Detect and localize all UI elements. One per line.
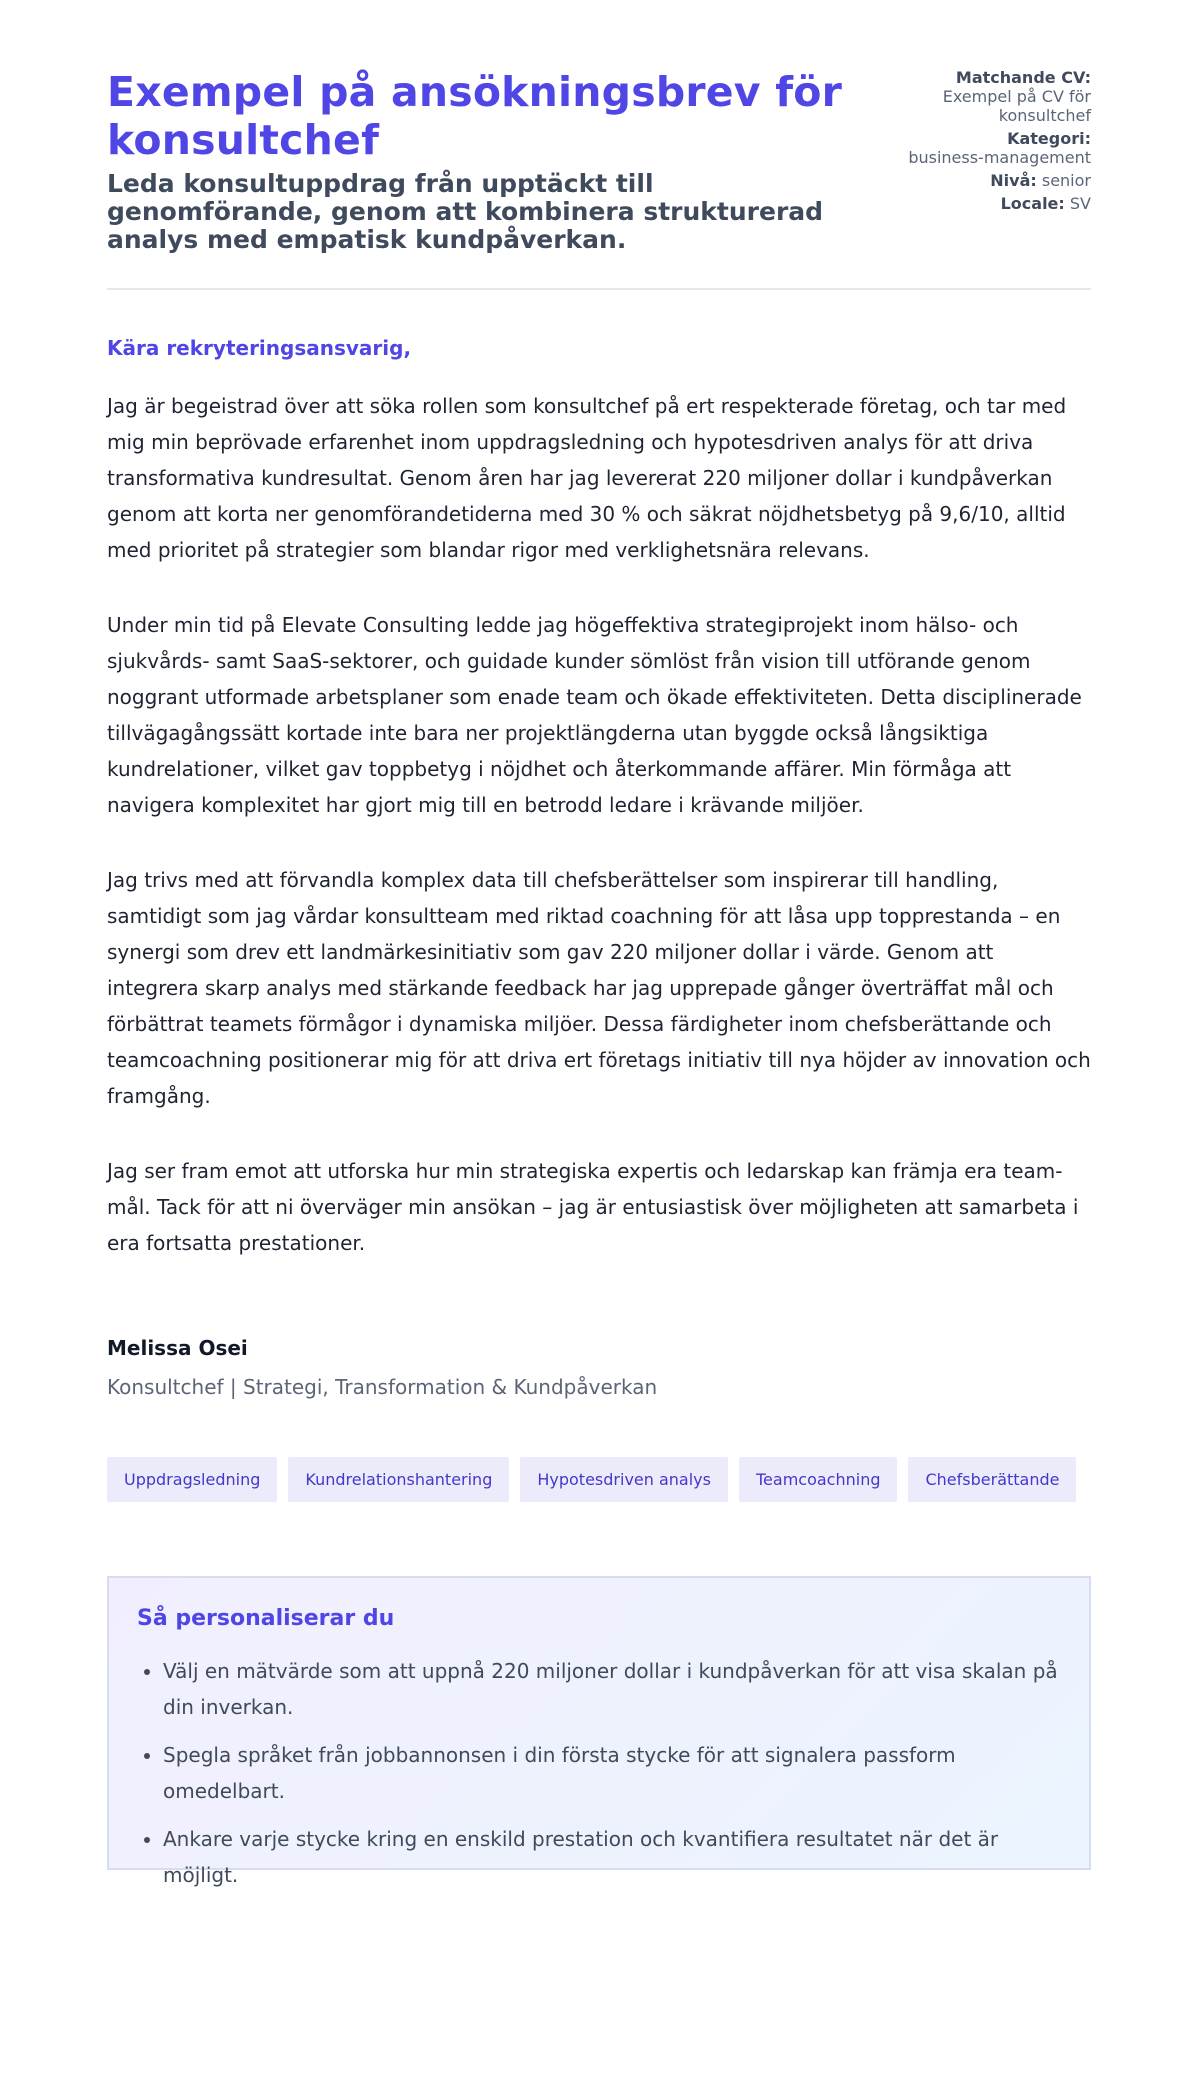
- page-header: [107, 68, 1091, 290]
- letter-paragraph-2: Under min tid på Elevate Consulting ledde jag högeffektiva strategiprojekt inom hälso- och sjukvårds- samt SaaS-sektorer, och guidade kunder sömlöst från vision till utförande genom noggrant utformade arbetsplaner som enade team och ökade effektiviteten. Detta disciplinerade tillvägagångssätt kortade inte bara ner projektlängderna utan byggde också långsiktiga kundrelationer, vilket gav toppbetyg i nöjdhet och återkommande affärer. Min förmåga att navigera komplexitet har gjort mig till en betrodd ledare i krävande miljöer.: [107, 613, 1082, 817]
- skill-tags: [107, 1457, 1091, 1502]
- header-titles: [107, 68, 867, 254]
- tips-title: Så personaliserar du: [137, 1606, 395, 1631]
- tip-item: • Välj en mätvärde som att uppnå 220 miljoner dollar i kundpåverkan för att visa skalan på din inverkan.: [163, 1653, 1059, 1725]
- skill-tag[interactable]: Chefsberättande: [908, 1457, 1076, 1502]
- letter-paragraph-1: Jag är begeistrad över att söka rollen som konsultchef på ert respekterade företag, och tar med mig min beprövade erfarenhet inom uppdragsledning och hypotesdriven analys för att driva transformativa kundresultat. Genom åren har jag levererat 220 miljoner dollar i kundpåverkan genom att korta ner genomförandetiderna med 30 % och säkrat nöjdhetsbetyg på 9,6/10, alltid med prioritet på strategier som blandar rigor med verklighetsnära relevans.: [107, 394, 1067, 562]
- meta-cv-value[interactable]: Exempel på CV för konsultchef: [942, 87, 1091, 125]
- page-subtitle: Leda konsultuppdrag från upptäckt till genomförande, genom att kombinera strukturerad analys med empatisk kundpåverkan.: [107, 169, 824, 254]
- signature-block: [107, 1336, 1091, 1399]
- meta-level: [891, 171, 1091, 190]
- signature-title: Konsultchef | Strategi, Transformation & Kundpåverkan: [107, 1375, 658, 1399]
- signature-name: Melissa Osei: [107, 1336, 248, 1360]
- tips-list: [137, 1653, 1059, 1893]
- letter-body: [107, 336, 1091, 1261]
- meta-level-value: senior: [1041, 171, 1091, 190]
- meta-category: [891, 129, 1091, 167]
- cover-letter-page: [107, 0, 1091, 1887]
- page-title: Exempel på ansökningsbrev för konsultchef: [107, 68, 843, 164]
- tip-item: • Spegla språket från jobbannonsen i din första stycke för att signalera passform omedelbart.: [163, 1737, 1059, 1809]
- letter-paragraph-4: Jag ser fram emot att utforska hur min strategiska expertis och ledarskap kan främja era team-mål. Tack för att ni överväger min ansökan – jag är entusiastisk över möjligheten att samarbeta i era fortsatta prestationer.: [107, 1159, 1079, 1255]
- meta-panel: [891, 68, 1091, 217]
- meta-cv-label: Matchande CV:: [955, 68, 1091, 87]
- meta-category-label: Kategori:: [1007, 129, 1091, 148]
- meta-level-label: Nivå:: [990, 171, 1037, 190]
- meta-category-value: business-management: [908, 148, 1091, 167]
- skill-tag[interactable]: Uppdragsledning: [107, 1457, 277, 1502]
- tip-item: • Ankare varje stycke kring en enskild prestation och kvantifiera resultatet när det är möjligt.: [163, 1821, 1059, 1893]
- skill-tag[interactable]: Kundrelationshantering: [288, 1457, 509, 1502]
- personalization-tips: [107, 1576, 1091, 1887]
- letter-paragraph-3: Jag trivs med att förvandla komplex data till chefsberättelser som inspirerar till handling, samtidigt som jag vårdar konsultteam med riktad coachning för att låsa upp topprestanda – en synergi som drev ett landmärkesinitiativ som gav 220 miljoner dollar i värde. Genom att integrera skarp analys med stärkande feedback har jag upprepade gånger överträffat mål och förbättrat teamets förmågor i dynamiska miljöer. Dessa färdigheter inom chefsberättande och teamcoachning positionerar mig för att driva ert företags initiativ till nya höjder av innovation och framgång.: [107, 868, 1091, 1108]
- skill-tag[interactable]: Teamcoachning: [739, 1457, 898, 1502]
- meta-locale-label: Locale:: [1000, 194, 1065, 213]
- salutation: Kära rekryteringsansvarig,: [107, 336, 412, 360]
- meta-matching-cv: [891, 68, 1091, 125]
- skill-tag[interactable]: Hypotesdriven analys: [520, 1457, 728, 1502]
- meta-locale-value: SV: [1069, 194, 1091, 213]
- meta-locale: [891, 194, 1091, 213]
